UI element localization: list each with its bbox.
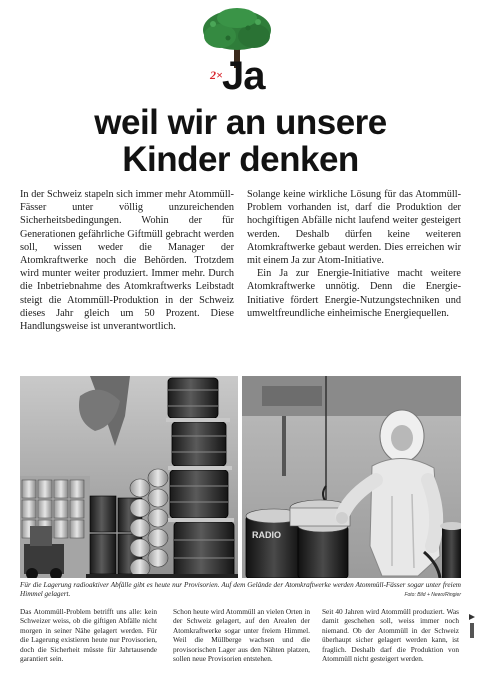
campaign-logo (198, 8, 276, 98)
photo-worker-drums (242, 376, 461, 578)
body-column-right (247, 188, 461, 320)
footer-column-2: Schon heute wird Atommüll an vielen Orten in der Schweiz gelagert, auf den Arealen der Atomkraftwerke sogar unter freiem Himmel. Weil die Müllberge wachsen und die provisorischen Lager aus den Nähten platzen, sollen neue Provisorien entstehen. (173, 607, 310, 664)
barrels-image (20, 376, 238, 578)
worker-image (242, 376, 461, 578)
headline-line-2: Kinder denken (122, 140, 359, 179)
footer-column-3: Seit 40 Jahren wird Atommüll produziert. Was damit geschehen soll, weiss immer noch niemand. Ob der Atommüll in der Schweiz überhaupt sicher gelagert werden kann, ist fraglich. Deshalb darf die Produktion von Atommüll nicht gesteigert werden. (322, 607, 459, 664)
footer-column-1: Das Atommüll-Problem betrifft uns alle: kein Schweizer weiss, ob die giftigen Abfälle nicht morgen in seiner Nähe gelagert werden. Für die Lagerung existieren heute nur Provisorien, doch die Sicherheit müsste für Jahrtausende garantiert sein. (20, 607, 157, 664)
body-paragraph: Solange keine wirkliche Lösung für das Atommüll-Problem vorhanden ist, darf die Produktion der hochgiftigen Abfälle nicht laufend weiter gesteigert werden. Deshalb dürfen keine weiteren Atomkraftwerke gebaut werden. Dies erreichen wir mit einem Ja zur Atom-Initiative. (247, 189, 461, 267)
drum-label: RADIO (252, 530, 281, 540)
logo-word: Ja (222, 54, 265, 98)
body-paragraph: In der Schweiz stapeln sich immer mehr Atommüll-Fässer unter völlig unzureichenden Sicherheitsbedingungen. Wohin der für Generationen gefährliche Giftmüll gebracht werden soll, wissen weder die Manager der Atomkraftwerke noch die Behörden. Trotzdem wird munter weiter produziert. Immer mehr. Durch die Inbetriebnahme des Atomkraftwerks Leibstadt steigt die Atommüll-Produktion in der Schweiz dieses Jahr gleich um 50 Prozent. Diese Handlungsweise ist unverantwortlich. (20, 189, 234, 333)
photo-barrel-stacks (20, 376, 238, 578)
printer-mark-icon (467, 612, 477, 640)
logo-prefix: 2× (210, 68, 223, 82)
photo-caption: Für die Lagerung radioaktiver Abfälle gibt es heute nur Provisorien. Auf dem Gelände der Atomkraftwerke werden Atommüll-Fässer sogar unter freiem Himmel gelagert. (20, 581, 461, 598)
headline-line-1: weil wir an unsere (94, 103, 387, 142)
body-paragraph: Ein Ja zur Energie-Initiative macht weitere Atomkraftwerke unnötig. Denn die Energie-Initiative fördert Energie-Nutzungstechniken und umweltfreundliche einheimische Energiequellen. (247, 268, 461, 319)
body-column-left (20, 188, 234, 333)
photo-credit: Foto: Bild + News/Ringier (404, 592, 461, 598)
